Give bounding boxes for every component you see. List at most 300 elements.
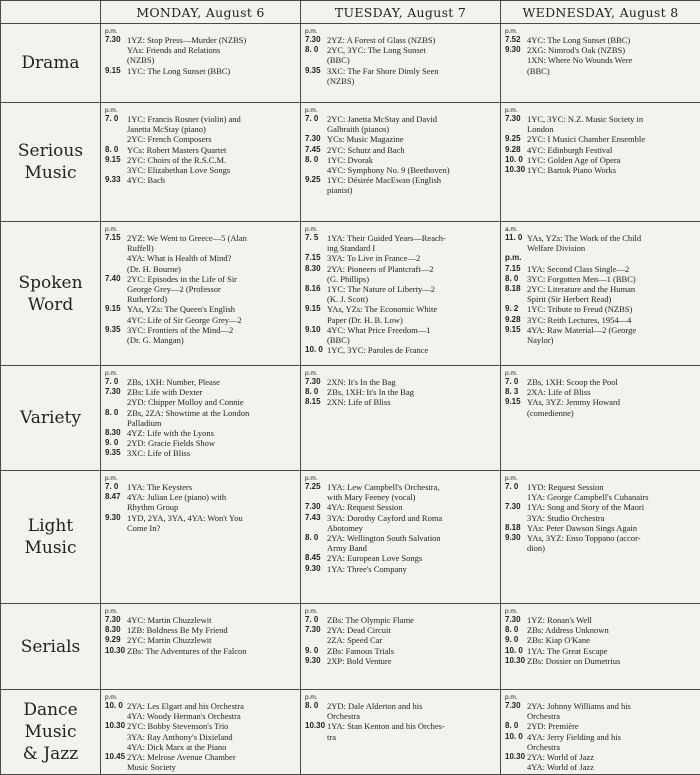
- program-entry: [505, 635, 696, 645]
- program-time: 7.30: [505, 615, 527, 625]
- program-title: 2YC: Episodes in the Life of Sir George Grey—2 (Professor Rutherford): [127, 274, 296, 305]
- program-entry: [505, 253, 696, 263]
- program-time: 10. 0: [505, 732, 527, 752]
- program-title: 1YZ: Ronan's Well: [527, 615, 696, 625]
- time-period-label: p.m.: [305, 694, 496, 701]
- program-title: 2YC: Martin Chuzzlewit: [127, 635, 296, 645]
- program-time: 9. 0: [105, 438, 127, 448]
- program-title: 3YA: Dorothy Cayford and Roma Abotomey: [327, 513, 496, 533]
- program-entry: [305, 66, 496, 86]
- program-entry: [105, 387, 296, 397]
- program-time: 7.30: [105, 387, 127, 397]
- program-title: 3YC: Elizabethan Love Songs: [127, 165, 296, 175]
- program-time: 9.30: [505, 45, 527, 55]
- category-label-text: Dance Music & Jazz: [1, 699, 100, 765]
- schedule-cell: [301, 690, 501, 775]
- program-time: 8. 0: [305, 155, 327, 165]
- program-title: 2XA: Life of Bliss: [527, 387, 696, 397]
- program-time: 7. 5: [305, 233, 327, 253]
- program-title: 4YA: Julian Lee (piano) with Rhythm Group: [127, 492, 296, 512]
- schedule-cell: [501, 690, 700, 775]
- time-period-label: p.m.: [105, 28, 296, 35]
- program-title: 2YA: World of Jazz: [527, 752, 696, 762]
- program-title: 1YC: Désirée MacEwan (English pianist): [327, 175, 496, 195]
- program-title: 4YC: Life of Sir George Grey—2: [127, 315, 296, 325]
- program-time: [105, 742, 127, 752]
- program-entry: [105, 325, 296, 345]
- program-title: 4YA: Raw Material—2 (George Naylor): [527, 325, 696, 345]
- program-entry: [105, 114, 296, 134]
- category-label: [1, 604, 101, 690]
- program-entry: [505, 752, 696, 762]
- program-entry: [105, 701, 296, 711]
- program-time: 9.25: [505, 134, 527, 144]
- program-entry: [105, 646, 296, 656]
- program-time: 7.30: [505, 701, 527, 721]
- program-time: 9.28: [505, 315, 527, 325]
- program-entry: [505, 233, 696, 253]
- program-title: YAs, 3YZ: Jemmy Howard (comedienne): [527, 397, 696, 417]
- program-time: 9.15: [105, 304, 127, 314]
- category-label: [1, 366, 101, 471]
- program-title: YAs, 3YZ: Enso Toppano (accor- dion): [527, 533, 696, 553]
- program-time: 8.30: [105, 428, 127, 438]
- program-time: 7.43: [305, 513, 327, 533]
- program-entry: [305, 264, 496, 284]
- program-title: 3YC: Frontiers of the Mind—2 (Dr. G. Mangan): [127, 325, 296, 345]
- time-period-label: p.m.: [105, 608, 296, 615]
- program-entry: [305, 175, 496, 195]
- program-time: [105, 45, 127, 65]
- program-entry: [105, 513, 296, 533]
- program-entry: [105, 377, 296, 387]
- program-time: 10.45: [105, 752, 127, 772]
- program-time: 7.15: [505, 264, 527, 274]
- program-time: 8. 0: [305, 701, 327, 721]
- program-entry: [305, 35, 496, 45]
- program-title: 1YA: George Campbell's Cubanairs: [527, 492, 696, 502]
- program-title: 1YZ: Stop Press—Murder (NZBS): [127, 35, 296, 45]
- program-entry: [505, 284, 696, 304]
- program-time: 7.30: [305, 502, 327, 512]
- program-title: 2YC: Literature and the Human Spirit (Sir Herbert Read): [527, 284, 696, 304]
- program-time: [105, 732, 127, 742]
- time-period-label: a.m.: [505, 226, 696, 233]
- program-title: YAs, YZs: The Work of the Child Welfare Division: [527, 233, 696, 253]
- program-entry: [305, 325, 496, 345]
- program-time: 9.15: [105, 155, 127, 165]
- day-header-tuesday: TUESDAY, August 7: [301, 1, 501, 24]
- program-time: 9. 2: [505, 304, 527, 314]
- program-time: [105, 253, 127, 273]
- program-time: [505, 513, 527, 523]
- program-entry: [505, 304, 696, 314]
- time-period-label: p.m.: [505, 694, 696, 701]
- category-row: [1, 222, 700, 366]
- program-time: 7.30: [105, 35, 127, 45]
- program-title: ZBs: Life with Dexter: [127, 387, 296, 397]
- schedule-cell: [101, 222, 301, 366]
- program-title: 2YA: European Love Songs: [327, 553, 496, 563]
- program-time: 8. 0: [505, 274, 527, 284]
- program-time: 9.28: [505, 145, 527, 155]
- program-title: 1YC: Bartok Piano Works: [527, 165, 696, 175]
- program-entry: [105, 492, 296, 512]
- program-title: YAs: Peter Dawson Sings Again: [527, 523, 696, 533]
- category-label: [1, 103, 101, 222]
- program-time: 9.29: [105, 635, 127, 645]
- program-title: 2ZA: Speed Car: [327, 635, 496, 645]
- program-title: 2YA: Dead Circuit: [327, 625, 496, 635]
- program-time: 8.30: [105, 625, 127, 635]
- program-time: 9.10: [305, 325, 327, 345]
- program-entry: [505, 45, 696, 55]
- program-entry: [305, 482, 496, 502]
- program-title: 2YC: French Composers: [127, 134, 296, 144]
- program-entry: [305, 397, 496, 407]
- program-entry: [505, 502, 696, 512]
- program-title: 1YC, 3YC: Paroles de France: [327, 345, 496, 355]
- program-title: [527, 253, 696, 263]
- program-title: 1YA: The Great Escape: [527, 646, 696, 656]
- program-title: 4YC: What Price Freedom—1 (BBC): [327, 325, 496, 345]
- program-entry: [305, 155, 496, 165]
- program-entry: [505, 615, 696, 625]
- program-title: 1YD, 2YA, 3YA, 4YA: Won't You Come In?: [127, 513, 296, 533]
- program-entry: [105, 732, 296, 742]
- program-entry: [105, 408, 296, 428]
- program-title: 1YC: Golden Age of Opera: [527, 155, 696, 165]
- program-time: 7.30: [505, 114, 527, 134]
- program-time: 10.30: [505, 752, 527, 762]
- program-time: [305, 165, 327, 175]
- schedule-cell: [501, 24, 700, 103]
- program-time: 7.30: [505, 502, 527, 512]
- program-title: 2YD: Dale Alderton and his Orchestra: [327, 701, 496, 721]
- program-time: [505, 55, 527, 75]
- category-label-text: Drama: [1, 52, 100, 74]
- program-time: 8. 0: [505, 721, 527, 731]
- program-title: 1YC: Francis Rosner (violin) and Janetta McStay (piano): [127, 114, 296, 134]
- category-label-text: Spoken Word: [1, 272, 100, 316]
- program-time: 7.45: [305, 145, 327, 155]
- program-entry: [105, 438, 296, 448]
- category-label: [1, 690, 101, 775]
- program-title: 1XN: Where No Wounds Were (BBC): [527, 55, 696, 75]
- category-row: [1, 471, 700, 604]
- program-entry: [305, 114, 496, 134]
- program-time: 7.40: [105, 274, 127, 305]
- program-title: 2YC: Choirs of the R.S.C.M.: [127, 155, 296, 165]
- program-title: YCs: Music Magazine: [327, 134, 496, 144]
- program-entry: [305, 165, 496, 175]
- program-entry: [105, 315, 296, 325]
- program-title: 2YD: Première: [527, 721, 696, 731]
- program-time: 10. 0: [105, 701, 127, 711]
- program-entry: [105, 134, 296, 144]
- program-entry: [505, 114, 696, 134]
- time-period-label: p.m.: [305, 226, 496, 233]
- program-title: 2XN: Life of Bliss: [327, 397, 496, 407]
- schedule-cell: [301, 103, 501, 222]
- program-entry: [105, 428, 296, 438]
- program-entry: [305, 377, 496, 387]
- program-entry: [305, 721, 496, 741]
- time-period-label: p.m.: [105, 107, 296, 114]
- program-time: 8.15: [305, 397, 327, 407]
- program-time: 7. 0: [505, 377, 527, 387]
- category-row: [1, 604, 700, 690]
- category-label-text: Variety: [1, 407, 100, 429]
- program-title: 4YC: Edinburgh Festival: [527, 145, 696, 155]
- program-entry: [505, 165, 696, 175]
- program-entry: [305, 253, 496, 263]
- category-row: [1, 24, 700, 103]
- time-period-label: p.m.: [505, 28, 696, 35]
- category-row: [1, 103, 700, 222]
- program-entry: [105, 155, 296, 165]
- schedule-cell: [501, 103, 700, 222]
- program-entry: [305, 564, 496, 574]
- program-entry: [305, 553, 496, 563]
- time-period-label: p.m.: [305, 28, 496, 35]
- program-entry: [505, 732, 696, 752]
- program-time: 8.16: [305, 284, 327, 304]
- program-time: 9.35: [105, 448, 127, 458]
- schedule-cell: [101, 471, 301, 604]
- time-period-label: p.m.: [505, 107, 696, 114]
- program-entry: [105, 721, 296, 731]
- time-period-label: p.m.: [305, 608, 496, 615]
- program-title: 4YA: World of Jazz: [527, 762, 696, 772]
- program-entry: [305, 387, 496, 397]
- program-time: 7. 0: [105, 482, 127, 492]
- program-time: 9. 0: [505, 635, 527, 645]
- program-time: 7. 0: [105, 377, 127, 387]
- program-title: 4YZ: Life with the Lyons: [127, 428, 296, 438]
- program-time: 7.25: [305, 482, 327, 502]
- program-time: 9.35: [305, 66, 327, 86]
- program-time: p.m.: [505, 253, 527, 263]
- program-time: 8. 0: [505, 625, 527, 635]
- program-entry: [505, 646, 696, 656]
- schedule-cell: [301, 24, 501, 103]
- program-entry: [105, 615, 296, 625]
- category-label-text: Serious Music: [1, 140, 100, 184]
- program-title: 1YC: Dvorak: [327, 155, 496, 165]
- program-time: [105, 315, 127, 325]
- program-entry: [105, 397, 296, 407]
- schedule-cell: [101, 24, 301, 103]
- category-label-text: Serials: [1, 636, 100, 658]
- program-title: 3XC: Life of Bliss: [127, 448, 296, 458]
- program-title: ZBs, 1XH: Scoop the Pool: [527, 377, 696, 387]
- program-title: YAs, YZs: The Queen's English: [127, 304, 296, 314]
- time-period-label: p.m.: [305, 107, 496, 114]
- program-title: 2YA: Johnny Williams and his Orchestra: [527, 701, 696, 721]
- program-title: 2YC: Schutz and Bach: [327, 145, 496, 155]
- program-title: YAs, YZs: The Economic White Paper (Dr. H. B. Low): [327, 304, 496, 324]
- program-entry: [505, 35, 696, 45]
- program-time: [105, 134, 127, 144]
- corner-cell: [1, 1, 101, 24]
- program-entry: [105, 35, 296, 45]
- schedule-cell: [301, 471, 501, 604]
- category-label-text: Light Music: [1, 515, 100, 559]
- program-entry: [505, 155, 696, 165]
- category-row: [1, 366, 700, 471]
- program-entry: [105, 711, 296, 721]
- program-title: 1YA: Their Guided Years—Reach- ing Standard I: [327, 233, 496, 253]
- program-entry: [505, 397, 696, 417]
- program-time: 9.35: [105, 325, 127, 345]
- program-entry: [505, 264, 696, 274]
- program-entry: [505, 513, 696, 523]
- program-time: 9.15: [305, 304, 327, 324]
- program-title: 4YC: Bach: [127, 175, 296, 185]
- program-entry: [305, 145, 496, 155]
- program-time: 8. 0: [305, 45, 327, 65]
- program-entry: [105, 635, 296, 645]
- program-title: 4YA: Woody Herman's Orchestra: [127, 711, 296, 721]
- program-title: 4YA: Request Session: [327, 502, 496, 512]
- program-title: 2YA: Wellington South Salvation Army Band: [327, 533, 496, 553]
- program-time: 10. 0: [505, 155, 527, 165]
- program-time: 7.30: [305, 377, 327, 387]
- program-title: 1YA: Stan Kenton and his Orches- tra: [327, 721, 496, 741]
- program-time: 9.15: [505, 397, 527, 417]
- program-title: 2YZ: A Forest of Glass (NZBS): [327, 35, 496, 45]
- program-time: [105, 711, 127, 721]
- schedule-cell: [101, 366, 301, 471]
- program-title: 4YA: Dick Marx at the Piano: [127, 742, 296, 752]
- program-title: 1YD: Request Session: [527, 482, 696, 492]
- program-time: 8.30: [305, 264, 327, 284]
- program-title: 1YA: The Keysters: [127, 482, 296, 492]
- program-entry: [105, 175, 296, 185]
- program-time: 9.15: [505, 325, 527, 345]
- program-time: 9.30: [305, 564, 327, 574]
- program-title: 2YD: Gracie Fields Show: [127, 438, 296, 448]
- program-entry: [105, 742, 296, 752]
- schedule-cell: [101, 103, 301, 222]
- program-title: 4YC: Martin Chuzzlewit: [127, 615, 296, 625]
- program-entry: [305, 656, 496, 666]
- program-time: 9.30: [505, 533, 527, 553]
- time-period-label: p.m.: [105, 475, 296, 482]
- program-entry: [305, 701, 496, 721]
- program-entry: [505, 145, 696, 155]
- program-entry: [105, 145, 296, 155]
- program-entry: [305, 502, 496, 512]
- program-title: 1ZB: Boldness Be My Friend: [127, 625, 296, 635]
- time-period-label: p.m.: [505, 608, 696, 615]
- schedule-body: [1, 24, 700, 775]
- program-title: 2YA: Pioneers of Plantcraft—2 (G. Phillips): [327, 264, 496, 284]
- program-time: 9.15: [105, 66, 127, 76]
- program-time: 9. 0: [305, 646, 327, 656]
- program-entry: [505, 482, 696, 492]
- program-entry: [505, 315, 696, 325]
- program-title: 2YC, 3YC: The Long Sunset (BBC): [327, 45, 496, 65]
- program-title: ZBs, 2ZA: Showtime at the London Palladium: [127, 408, 296, 428]
- category-label: [1, 24, 101, 103]
- time-period-label: p.m.: [105, 226, 296, 233]
- program-entry: [505, 325, 696, 345]
- program-title: 4YA: What is Health of Mind? (Dr. H. Bourne): [127, 253, 296, 273]
- program-title: ZBs: Address Unknown: [527, 625, 696, 635]
- program-title: 2YA: Melrose Avenue Chamber Music Society: [127, 752, 296, 772]
- program-entry: [505, 55, 696, 75]
- time-period-label: p.m.: [105, 694, 296, 701]
- time-period-label: p.m.: [105, 370, 296, 377]
- program-entry: [505, 134, 696, 144]
- program-entry: [505, 523, 696, 533]
- program-title: 4YC: Symphony No. 9 (Beethoven): [327, 165, 496, 175]
- program-entry: [305, 45, 496, 65]
- program-time: 7. 0: [305, 615, 327, 625]
- program-time: [105, 165, 127, 175]
- program-title: 2XN: It's In the Bag: [327, 377, 496, 387]
- program-title: ZBs: The Olympic Flame: [327, 615, 496, 625]
- program-time: 7. 0: [105, 114, 127, 134]
- header-row: [1, 1, 700, 24]
- schedule-cell: [301, 222, 501, 366]
- program-title: 2YA: Les Elgart and his Orchestra: [127, 701, 296, 711]
- program-time: 8.18: [505, 523, 527, 533]
- program-title: ZBs: Kiap O'Kane: [527, 635, 696, 645]
- program-title: 1YA: Lew Campbell's Orchestra, with Mary Feeney (vocal): [327, 482, 496, 502]
- program-entry: [105, 233, 296, 253]
- time-period-label: p.m.: [305, 370, 496, 377]
- schedule-cell: [501, 222, 700, 366]
- program-entry: [105, 66, 296, 76]
- program-time: 8. 0: [305, 533, 327, 553]
- program-entry: [305, 533, 496, 553]
- day-header-monday: MONDAY, August 6: [101, 1, 301, 24]
- program-title: 3YC: Forgotten Men—1 (BBC): [527, 274, 696, 284]
- program-entry: [505, 721, 696, 731]
- time-period-label: p.m.: [505, 475, 696, 482]
- program-time: 10. 0: [505, 646, 527, 656]
- program-title: ZBs, 1XH: Number, Please: [127, 377, 296, 387]
- time-period-label: p.m.: [305, 475, 496, 482]
- program-title: 1YC, 3YC: N.Z. Music Society in London: [527, 114, 696, 134]
- program-time: 8.45: [305, 553, 327, 563]
- program-title: 1YA: Second Class Single—2: [527, 264, 696, 274]
- program-title: 3YA: To Live in France—2: [327, 253, 496, 263]
- program-entry: [305, 304, 496, 324]
- program-entry: [305, 646, 496, 656]
- program-time: 7.52: [505, 35, 527, 45]
- program-time: 7. 0: [505, 482, 527, 492]
- program-time: 8. 0: [105, 408, 127, 428]
- program-time: 9.30: [105, 513, 127, 533]
- program-entry: [305, 513, 496, 533]
- program-time: 8. 0: [105, 145, 127, 155]
- program-title: 3YA: Studio Orchestra: [527, 513, 696, 523]
- program-entry: [505, 701, 696, 721]
- program-entry: [305, 345, 496, 355]
- program-entry: [105, 165, 296, 175]
- program-time: 8. 3: [505, 387, 527, 397]
- program-entry: [505, 377, 696, 387]
- program-time: 10.30: [105, 646, 127, 656]
- program-title: 2YZ: We Went to Greece—5 (Alan Ruffell): [127, 233, 296, 253]
- program-time: 9.33: [105, 175, 127, 185]
- schedule-cell: [501, 471, 700, 604]
- program-title: 3XC: The Far Shore Dimly Seen (NZBS): [327, 66, 496, 86]
